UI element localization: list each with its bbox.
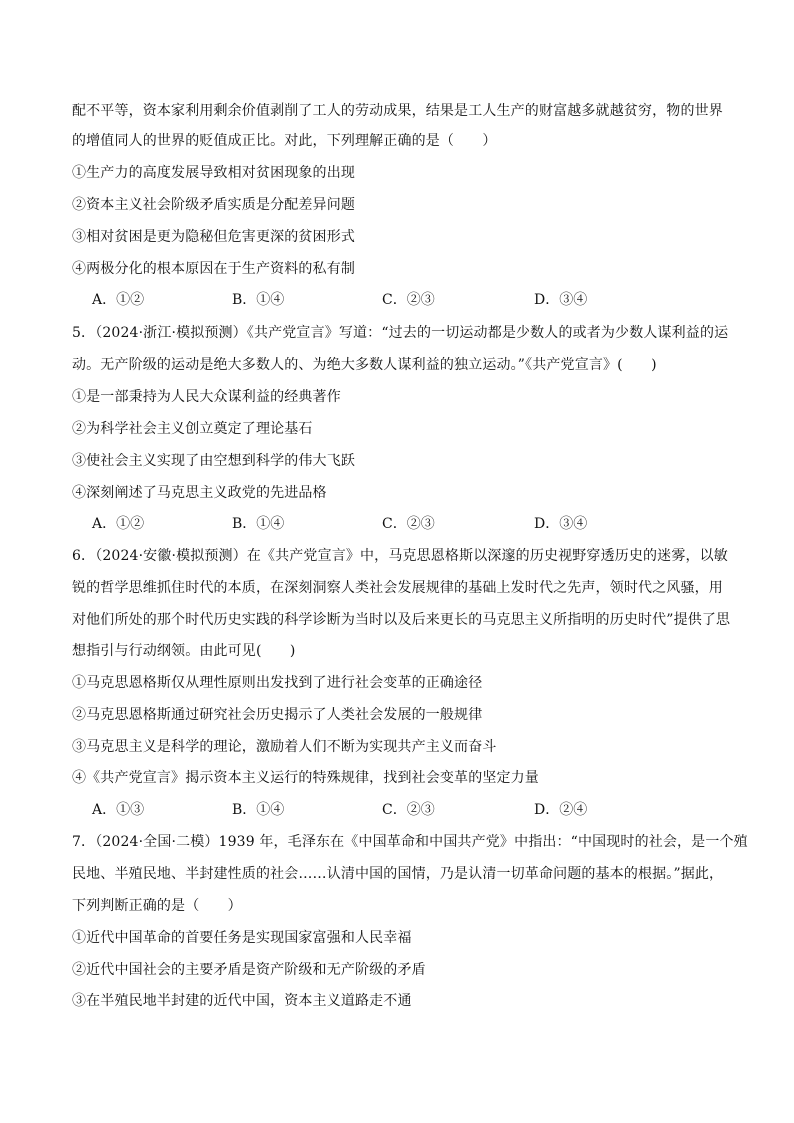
choice-a: A．①② <box>92 516 145 532</box>
question-5-stem-line-1: 5．（2024·浙江·模拟预测）《共产党宣言》写道：“过去的一切运动都是少数人的或者为少数人谋利益的运 <box>72 325 729 341</box>
choice-d: D．③④ <box>534 292 588 308</box>
choice-b: B．①④ <box>232 802 285 818</box>
question-6-statement-4: ④《共产党宣言》揭示资本主义运行的特殊规律，找到社会变革的坚定力量 <box>72 770 539 786</box>
question-6-statement-2: ②马克思恩格斯通过研究社会历史揭示了人类社会发展的一般规律 <box>72 707 483 723</box>
question-6-statement-1: ①马克思恩格斯仅从理性原则出发找到了进行社会变革的正确途径 <box>72 675 483 691</box>
choice-c: C．②③ <box>382 516 435 532</box>
question-7-statement-2: ②近代中国社会的主要矛盾是资产阶级和无产阶级的矛盾 <box>72 962 426 978</box>
question-6-stem-line-3: 对他们所处的那个时代历史实践的科学诊断为当时以及后来更长的马克思主义所指明的历史时代”提供了思 <box>72 612 731 628</box>
question-5-statement-3: ③使社会主义实现了由空想到科学的伟大飞跃 <box>72 453 355 469</box>
question-4-stem-line-2: 的增值同人的世界的贬值成正比。对此，下列理解正确的是（ ） <box>72 133 497 149</box>
question-5-stem-line-2: 动。无产阶级的运动是绝大多数人的、为绝大多数人谋利益的独立运动。”《共产党宣言》( ) <box>72 357 657 373</box>
question-4-statement-3: ③相对贫困是更为隐秘但危害更深的贫困形式 <box>72 229 355 245</box>
question-7-statement-1: ①近代中国革命的首要任务是实现国家富强和人民幸福 <box>72 930 412 946</box>
question-5-statement-1: ①是一部秉持为人民大众谋利益的经典著作 <box>72 389 341 405</box>
question-7-stem-line-3: 下列判断正确的是（ ） <box>72 898 242 914</box>
question-7-stem-line-1: 7．（2024·全国·二模）1939 年，毛泽东在《中国革命和中国共产党》中指出：“中国现时的社会，是一个殖 <box>72 834 748 850</box>
choice-d: D．③④ <box>534 516 588 532</box>
question-7-stem-line-2: 民地、半殖民地、半封建性质的社会……认清中国的国情，乃是认清一切革命问题的基本的根据。”据此， <box>72 866 724 882</box>
question-6-statement-3: ③马克思主义是科学的理论，激励着人们不断为实现共产主义而奋斗 <box>72 739 497 755</box>
question-6-stem-line-2: 锐的哲学思维抓住时代的本质，在深刻洞察人类社会发展规律的基础上发时代之先声，领时代之风骚，用 <box>72 580 723 596</box>
question-4-statement-2: ②资本主义社会阶级矛盾实质是分配差异问题 <box>72 197 355 213</box>
choice-a: A．①③ <box>92 802 145 818</box>
question-4-stem-line-1: 配不平等，资本家利用剩余价值剥削了工人的劳动成果，结果是工人生产的财富越多就越贫穷，物的世界 <box>72 103 723 119</box>
question-5-statement-4: ④深刻阐述了马克思主义政党的先进品格 <box>72 485 327 501</box>
choice-d: D．②④ <box>534 802 588 818</box>
choice-b: B．①④ <box>232 292 285 308</box>
question-4-statement-4: ④两极分化的根本原因在于生产资料的私有制 <box>72 261 355 277</box>
choice-b: B．①④ <box>232 516 285 532</box>
choice-a: A．①② <box>92 292 145 308</box>
question-4-statement-1: ①生产力的高度发展导致相对贫困现象的出现 <box>72 165 355 181</box>
choice-c: C．②③ <box>382 292 435 308</box>
question-5-statement-2: ②为科学社会主义创立奠定了理论基石 <box>72 421 313 437</box>
question-6-stem-line-4: 想指引与行动纲领。由此可见( ) <box>72 643 296 659</box>
choice-c: C．②③ <box>382 802 435 818</box>
question-6-stem-line-1: 6．（2024·安徽·模拟预测）在《共产党宣言》中，马克思恩格斯以深邃的历史视野穿透历史的迷雾，以敏 <box>72 548 728 564</box>
question-7-statement-3: ③在半殖民地半封建的近代中国，资本主义道路走不通 <box>72 993 412 1009</box>
